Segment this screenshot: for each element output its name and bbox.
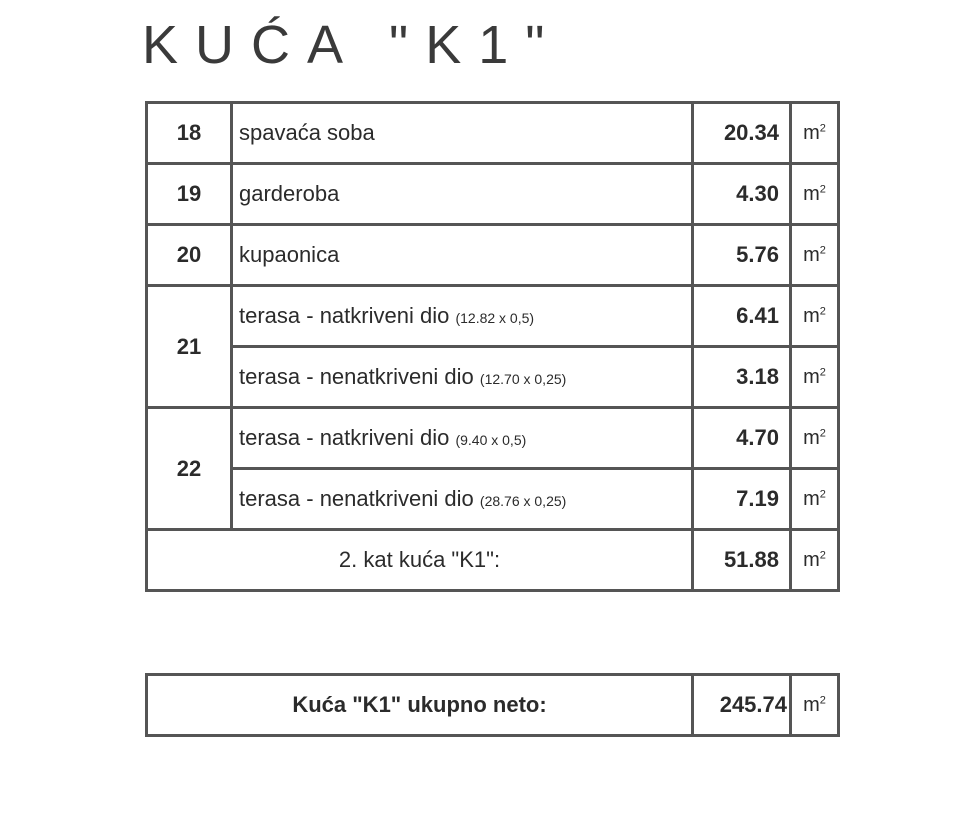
unit-label: $m^2$	[791, 408, 839, 469]
unit-label: $m^2$	[791, 469, 839, 530]
unit-label: $m^2$	[791, 164, 839, 225]
table-row	[147, 347, 839, 408]
room-description: garderoba	[232, 164, 693, 225]
room-number: 18	[147, 103, 232, 164]
unit-label: $m^2$	[791, 530, 839, 591]
unit-label: $m^2$	[791, 103, 839, 164]
grand-total-value: 245.74	[693, 675, 791, 736]
unit-label: $m^2$	[791, 347, 839, 408]
room-description: terasa - natkriveni dio (9.40 x 0,5)	[232, 408, 693, 469]
room-description: terasa - nenatkriveni dio (28.76 x 0,25)	[232, 469, 693, 530]
unit-label: $m^2$	[791, 225, 839, 286]
floor-total-value: 51.88	[693, 530, 791, 591]
area-value: 4.70	[693, 408, 791, 469]
floor-total-label: 2. kat kuća "K1":	[147, 530, 693, 591]
dimensions: (12.70 x 0,25)	[479, 371, 567, 387]
table-row	[147, 225, 839, 286]
area-value: 3.18	[693, 347, 791, 408]
unit-label: $m^2$	[791, 286, 839, 347]
grand-total-row	[147, 675, 839, 736]
room-number: 20	[147, 225, 232, 286]
unit-label: $m^2$	[791, 675, 839, 736]
table-row	[147, 286, 839, 347]
floor-total-row	[147, 530, 839, 591]
room-description: terasa - nenatkriveni dio (12.70 x 0,25)	[232, 347, 693, 408]
room-description: terasa - natkriveni dio (12.82 x 0,5)	[232, 286, 693, 347]
dimensions: (9.40 x 0,5)	[455, 432, 527, 448]
dimensions: (28.76 x 0,25)	[479, 493, 567, 509]
grand-total-label: Kuća "K1" ukupno neto:	[147, 675, 693, 736]
area-value: 5.76	[693, 225, 791, 286]
room-description: kupaonica	[232, 225, 693, 286]
room-number: 22	[147, 408, 232, 530]
table-row	[147, 469, 839, 530]
area-value: 7.19	[693, 469, 791, 530]
room-area-table	[145, 101, 840, 592]
page-title: KUĆA "K1"	[142, 15, 562, 75]
area-value: 4.30	[693, 164, 791, 225]
table-row	[147, 164, 839, 225]
table-row	[147, 103, 839, 164]
grand-total-table	[145, 673, 840, 737]
room-description: spavaća soba	[232, 103, 693, 164]
dimensions: (12.82 x 0,5)	[455, 310, 535, 326]
room-number: 19	[147, 164, 232, 225]
room-number: 21	[147, 286, 232, 408]
table-row	[147, 408, 839, 469]
area-value: 20.34	[693, 103, 791, 164]
area-value: 6.41	[693, 286, 791, 347]
